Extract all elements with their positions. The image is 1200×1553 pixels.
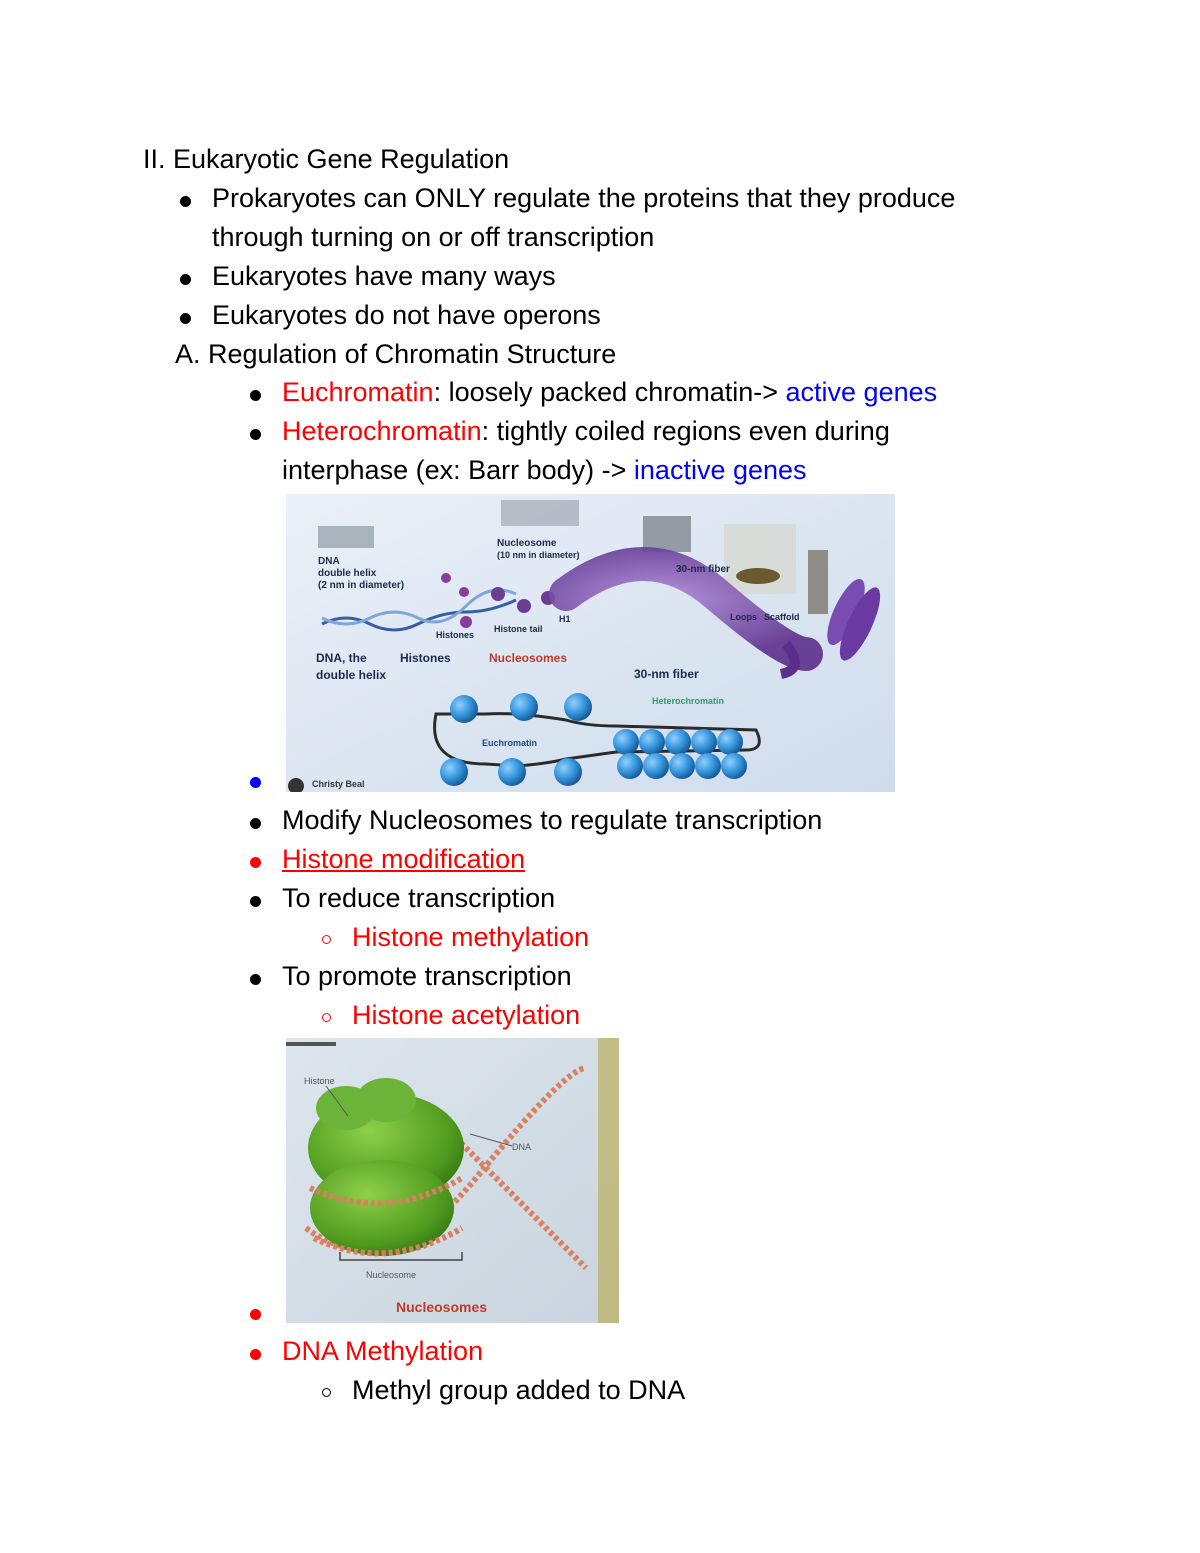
label-euchromatin: Euchromatin (482, 738, 538, 748)
sub-bullet-methyl-group: Methyl group added to DNA (352, 1375, 686, 1405)
caption-dna-2: double helix (316, 668, 387, 682)
label-loops: Loops (730, 612, 757, 622)
bullet-icon (250, 429, 261, 440)
bullet-icon (180, 196, 191, 207)
bullet-icon (250, 818, 261, 829)
bullet-heterochromatin-cont (282, 454, 807, 486)
bullet-icon (180, 274, 191, 285)
inactive-genes: inactive genes (633, 455, 807, 485)
sub-bullet-icon (322, 1013, 331, 1022)
sub-bullet-icon (322, 935, 331, 944)
label-histones-small: Histones (436, 630, 475, 640)
nucleosome-figure (286, 1038, 619, 1323)
bullet-heterochromatin (282, 415, 890, 447)
bullet-euchromatin (282, 376, 937, 408)
label-dna-3: (2 nm in diameter) (318, 580, 405, 591)
bullet-promote-transcription: To promote transcription (282, 961, 572, 991)
label-histone: Histone (304, 1076, 335, 1086)
bullet-histone-modification: Histone modification (282, 844, 526, 874)
sub-bullet-histone-acetylation: Histone acetylation (352, 1000, 581, 1030)
caption-dna: DNA, the (316, 651, 367, 665)
label-nucleosome-2: (10 nm in diameter) (497, 550, 580, 560)
chromatin-structure-figure (286, 494, 895, 792)
bullet-no-operons: Eukaryotes do not have operons (212, 300, 601, 330)
bullet-eukaryotes-ways: Eukaryotes have many ways (212, 261, 556, 291)
caption-nucleosomes: Nucleosomes (489, 651, 568, 665)
euchromatin-desc: : loosely packed chromatin-> (433, 377, 786, 407)
bullet-icon (250, 896, 261, 907)
bullet-dna-methylation: DNA Methylation (282, 1336, 484, 1366)
label-h1: H1 (559, 614, 571, 624)
label-histone-tail: Histone tail (494, 624, 543, 634)
bullet-icon (250, 974, 261, 985)
label-dna-2: double helix (318, 568, 377, 579)
bullet-icon (250, 1349, 261, 1360)
caption-nucleosomes: Nucleosomes (396, 1299, 488, 1315)
term-heterochromatin: Heterochromatin (282, 416, 482, 446)
label-scaffold: Scaffold (764, 612, 800, 622)
sub-bullet-icon (322, 1388, 331, 1397)
bullet-icon (250, 390, 261, 401)
label-nucleosome: Nucleosome (497, 538, 557, 549)
caption-histones: Histones (400, 651, 451, 665)
caption-30nm-fiber: 30-nm fiber (634, 667, 699, 681)
active-genes: active genes (785, 377, 938, 407)
label-nucleosome: Nucleosome (366, 1270, 417, 1280)
bullet-prokaryotes: Prokaryotes can ONLY regulate the proteins that they produce (212, 183, 956, 213)
bullet-reduce-transcription: To reduce transcription (282, 883, 556, 913)
term-euchromatin: Euchromatin (282, 377, 434, 407)
label-credit: Christy Beal (312, 779, 365, 789)
heading-eukaryotic-gene-regulation: II. Eukaryotic Gene Regulation (143, 144, 510, 174)
bullet-icon (180, 313, 191, 324)
label-dna: DNA (318, 556, 340, 567)
heterochromatin-desc-2: interphase (ex: Barr body) -> (282, 455, 634, 485)
bullet-prokaryotes-cont: through turning on or off transcription (212, 222, 655, 252)
nucleosome-diagram (286, 1038, 619, 1323)
sub-bullet-histone-methylation: Histone methylation (352, 922, 590, 952)
heterochromatin-desc: : tightly coiled regions even during (481, 416, 890, 446)
bullet-icon (250, 1309, 261, 1320)
chromatin-structure-diagram (286, 494, 895, 792)
section-a-heading: A. Regulation of Chromatin Structure (175, 339, 617, 369)
label-dna: DNA (512, 1142, 532, 1152)
bullet-icon (250, 777, 261, 788)
bullet-modify-nucleosomes: Modify Nucleosomes to regulate transcription (282, 805, 823, 835)
bullet-icon (250, 857, 261, 868)
label-30nm-fiber: 30-nm fiber (676, 564, 730, 575)
label-heterochromatin: Heterochromatin (652, 696, 725, 706)
